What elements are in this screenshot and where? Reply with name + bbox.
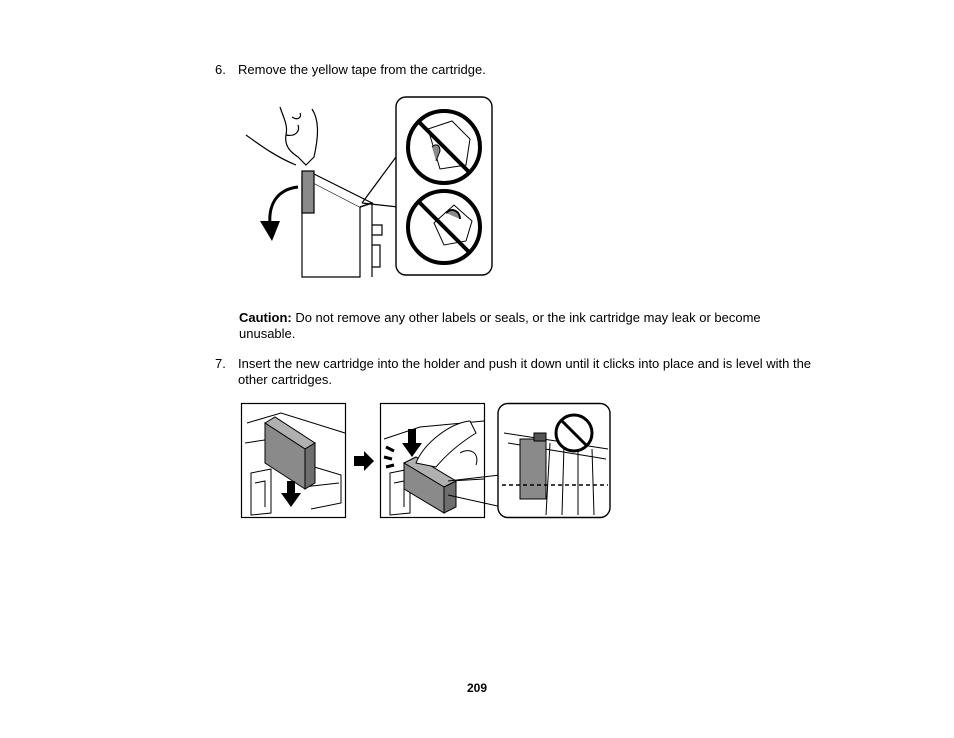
down-arrow-icon — [260, 221, 280, 241]
caution-text: Do not remove any other labels or seals, or the ink cartridge may leak or become — [291, 310, 761, 325]
cartridge-with-tape — [246, 107, 382, 277]
remove-tape-illustration — [240, 95, 496, 277]
step-7-text-line1: Insert the new cartridge into the holder and push it down until it clicks into place and is level with the — [238, 356, 812, 371]
page-number: 209 — [466, 681, 488, 695]
prohibited-icon — [556, 415, 592, 451]
raised-cartridge — [520, 433, 546, 499]
insert-cartridge-illustration — [241, 403, 347, 519]
step-7-number: 7. — [215, 356, 226, 371]
caution-label: Caution: — [239, 310, 292, 325]
caution-note — [239, 310, 799, 342]
caution-text-line2: unusable. — [239, 326, 296, 341]
step-6-text: Remove the yellow tape from the cartridge. — [238, 62, 486, 77]
step-7-text — [238, 356, 838, 388]
step-7-text-line2: other cartridges. — [238, 372, 332, 387]
step-6-number: 6. — [215, 62, 226, 77]
right-arrow-icon — [354, 451, 374, 471]
push-cartridge-illustration — [380, 403, 612, 519]
